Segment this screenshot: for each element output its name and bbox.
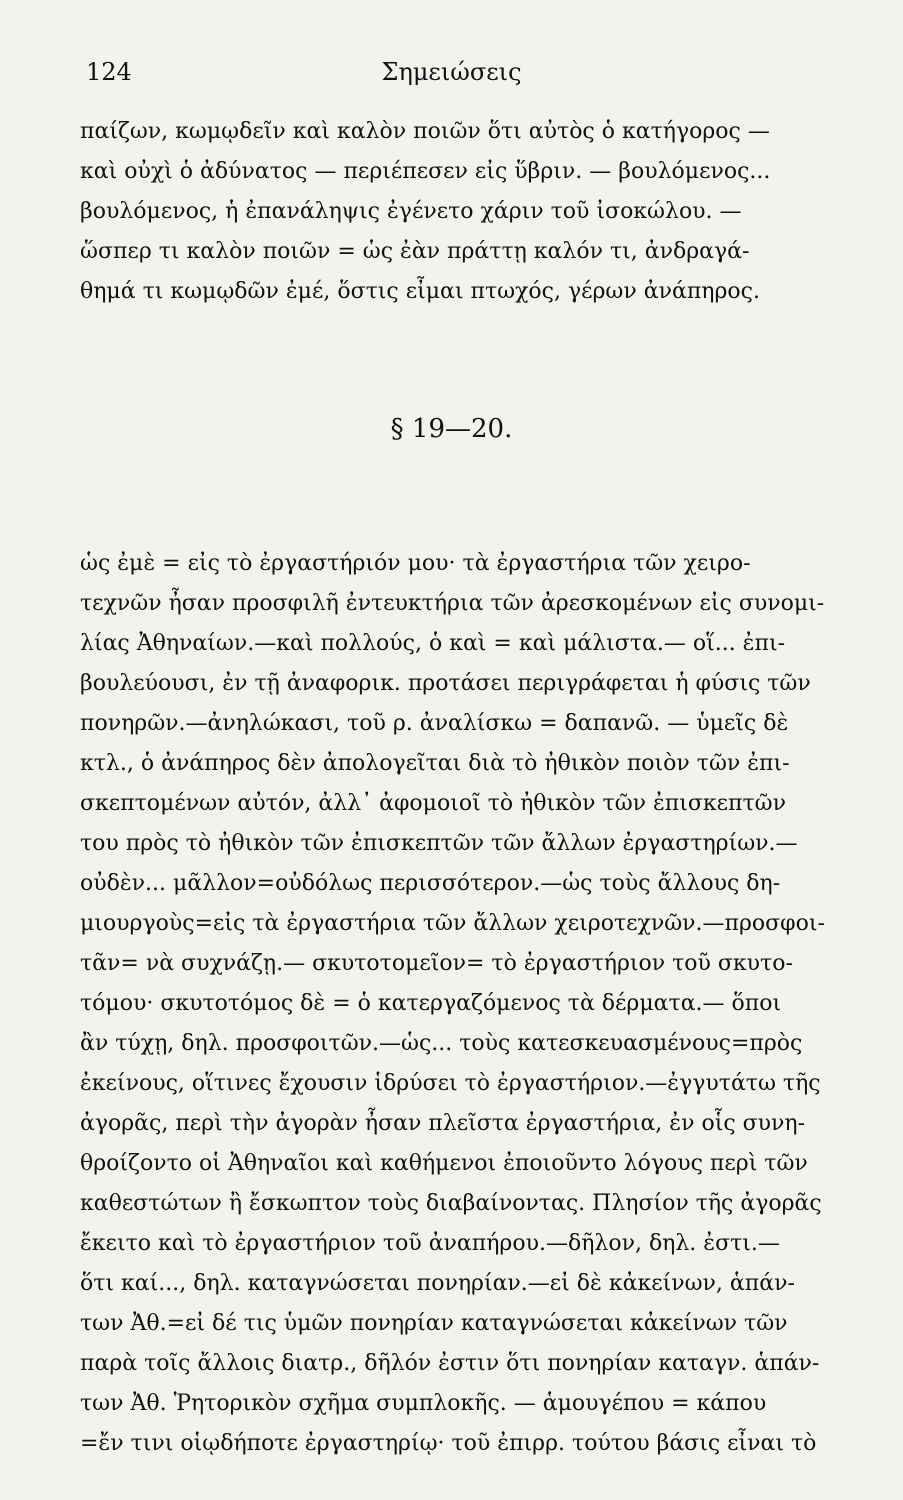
paragraph-2 xyxy=(80,544,840,1464)
text-line: ἂν τύχῃ, δηλ. προσφοιτῶν.—ὡς... τοὺς κατεσκευασμένους=πρὸς xyxy=(80,1031,803,1056)
text-line: θροίζοντο οἱ Ἀθηναῖοι καὶ καθήμενοι ἐποιοῦντο λόγους περὶ τῶν xyxy=(80,1151,808,1176)
text-line: μιουργοὺς=εἰς τὰ ἐργαστήρια τῶν ἄλλων χειροτεχνῶν.—προσφοι- xyxy=(80,911,825,936)
text-line: του πρὸς τὸ ἠθικὸν τῶν ἐπισκεπτῶν τῶν ἄλλων ἐργαστηρίων.— xyxy=(80,831,798,856)
text-line: κτλ., ὁ ἀνάπηρος δὲν ἀπολογεῖται διὰ τὸ ἠθικὸν ποιὸν τῶν ἐπι- xyxy=(80,751,790,776)
text-line: λίας Ἀθηναίων.—καὶ πολλούς, ὁ καὶ = καὶ μάλιστα.— οἵ... ἐπι- xyxy=(80,631,785,656)
text-line: καὶ οὐχὶ ὁ ἀδύνατος — περιέπεσεν εἰς ὕβριν. — βουλόμενος... xyxy=(80,159,771,184)
text-line: τόμου· σκυτοτόμος δὲ = ὁ κατεργαζόμενος τὰ δέρματα.— ὅποι xyxy=(80,991,782,1016)
text-line: καθεστώτων ἢ ἔσκωπτον τοὺς διαβαίνοντας. Πλησίον τῆς ἀγορᾶς xyxy=(80,1191,822,1216)
page-number: 124 xyxy=(86,58,132,86)
text-line: ὥσπερ τι καλὸν ποιῶν = ὡς ἐὰν πράττῃ καλόν τι, ἀνδραγά- xyxy=(80,239,750,264)
text-line: πονηρῶν.—ἀνηλώκασι, τοῦ ρ. ἀναλίσκω = δαπανῶ. — ὑμεῖς δὲ xyxy=(80,711,789,736)
paragraph-1 xyxy=(80,112,840,312)
text-line: βουλεύουσι, ἐν τῇ ἀναφορικ. προτάσει περιγράφεται ἡ φύσις τῶν xyxy=(80,671,811,696)
text-line: ὅτι καί..., δηλ. καταγνώσεται πονηρίαν.—εἰ δὲ κἀκείνων, ἁπάν- xyxy=(80,1271,795,1296)
text-line: τεχνῶν ἦσαν προσφιλῆ ἐντευκτήρια τῶν ἀρεσκομένων εἰς συνομι- xyxy=(80,591,825,616)
text-line: οὐδὲν... μᾶλλον=οὐδόλως περισσότερον.—ὡς τοὺς ἄλλους δη- xyxy=(80,871,781,896)
text-line: ἀγορᾶς, περὶ τὴν ἀγορὰν ἦσαν πλεῖστα ἐργαστήρια, ἐν οἷς συνη- xyxy=(80,1111,806,1136)
text-line: τᾶν= νὰ συχνάζῃ.— σκυτοτομεῖον= τὸ ἐργαστήριον τοῦ σκυτο- xyxy=(80,951,793,976)
page-header xyxy=(86,58,817,98)
text-line: σκεπτομένων αὐτόν, ἀλλ᾽ ἀφομοιοῖ τὸ ἠθικὸν τῶν ἐπισκεπτῶν xyxy=(80,791,786,816)
text-line: θημά τι κωμῳδῶν ἐμέ, ὅστις εἶμαι πτωχός, γέρων ἀνάπηρος. xyxy=(80,279,760,304)
text-line: παρὰ τοῖς ἄλλοις διατρ., δῆλόν ἐστιν ὅτι πονηρίαν καταγν. ἁπάν- xyxy=(80,1351,820,1376)
text-line: παίζων, κωμῳδεῖν καὶ καλὸν ποιῶν ὅτι αὐτὸς ὁ κατήγορος — xyxy=(80,119,770,144)
text-line: ὡς ἐμὲ = εἰς τὸ ἐργαστήριόν μου· τὰ ἐργαστήρια τῶν χειρο- xyxy=(80,551,751,576)
section-heading: § 19—20. xyxy=(390,414,513,444)
text-line: =ἔν τινι οἱῳδήποτε ἐργαστηρίῳ· τοῦ ἐπιρρ. τούτου βάσις εἶναι τὸ xyxy=(80,1431,817,1456)
text-line: ἔκειτο καὶ τὸ ἐργαστήριον τοῦ ἀναπήρου.—δῆλον, δηλ. ἐστι.— xyxy=(80,1231,780,1256)
text-line: των Ἀθ.=εἰ δέ τις ὑμῶν πονηρίαν καταγνώσεται κἀκείνων τῶν xyxy=(80,1311,788,1336)
text-line: ἐκείνους, οἵτινες ἔχουσιν ἱδρύσει τὸ ἐργαστήριον.—ἐγγυτάτω τῆς xyxy=(80,1071,821,1096)
text-line: βουλόμενος, ἡ ἐπανάληψις ἐγένετο χάριν τοῦ ἰσοκώλου. — xyxy=(80,199,742,224)
running-head: Σημειώσεις xyxy=(381,58,522,86)
text-line: των Ἀθ. Ῥητορικὸν σχῆμα συμπλοκῆς. — ἁμουγέπου = κάπου xyxy=(80,1391,767,1416)
